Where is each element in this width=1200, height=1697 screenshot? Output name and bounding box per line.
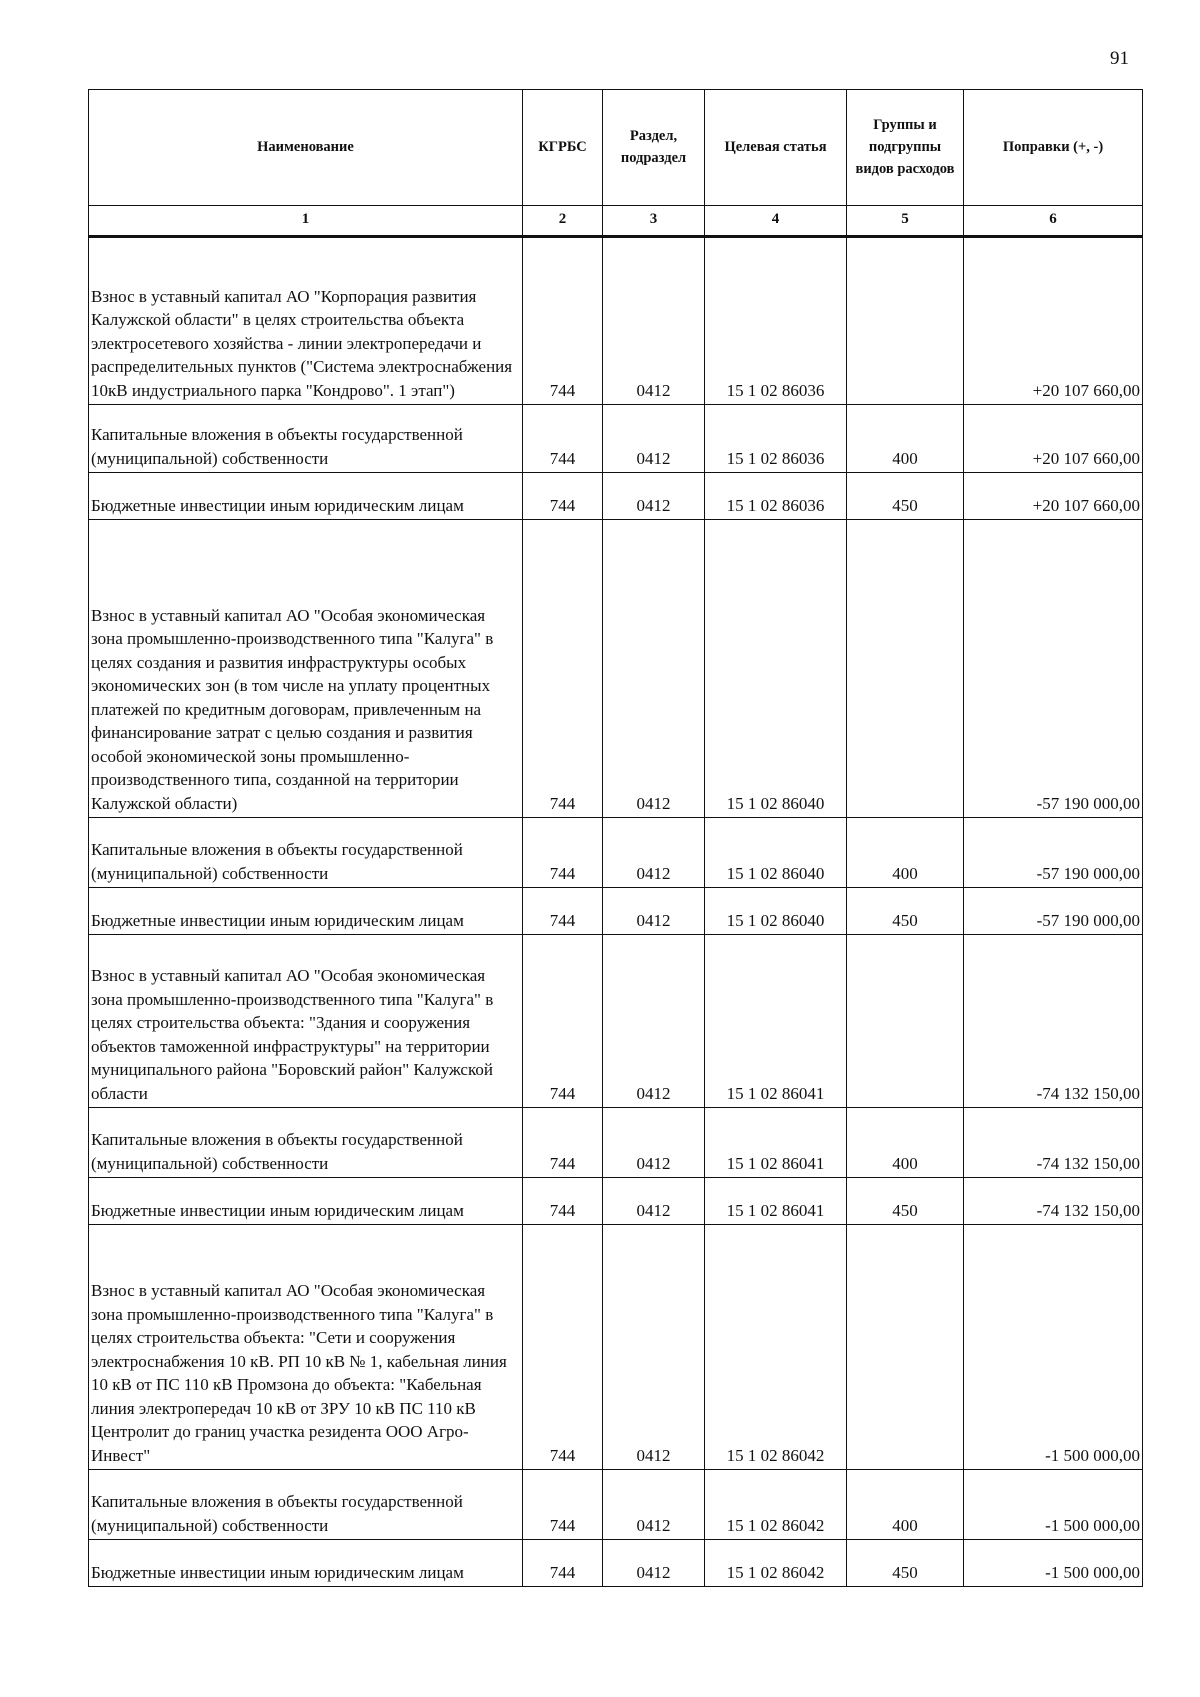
row-name: Взнос в уставный капитал АО "Корпорация развития Калужской области" в целях строительства объекта электросетевого хозяйства - линии электропередачи и распределительных пунктов ("Система электроснабжения 10кВ индустриального парка "Кондрово". 1 этап") bbox=[89, 237, 523, 405]
table-row bbox=[89, 237, 1143, 405]
row-amount: -74 132 150,00 bbox=[964, 1178, 1143, 1225]
page-number: 91 bbox=[1110, 48, 1129, 69]
row-kgrbs: 744 bbox=[523, 473, 603, 520]
row-group bbox=[847, 520, 964, 818]
header-name: Наименование bbox=[89, 90, 523, 206]
row-kgrbs: 744 bbox=[523, 405, 603, 473]
row-kgrbs: 744 bbox=[523, 237, 603, 405]
table-row bbox=[89, 1178, 1143, 1225]
column-number: 6 bbox=[964, 206, 1143, 237]
row-name: Капитальные вложения в объекты государственной (муниципальной) собственности bbox=[89, 1108, 523, 1178]
row-amount: -57 190 000,00 bbox=[964, 520, 1143, 818]
row-section: 0412 bbox=[603, 1470, 705, 1540]
row-target: 15 1 02 86036 bbox=[705, 237, 847, 405]
column-number: 4 bbox=[705, 206, 847, 237]
row-target: 15 1 02 86040 bbox=[705, 520, 847, 818]
table-row bbox=[89, 1540, 1143, 1587]
row-target: 15 1 02 86040 bbox=[705, 818, 847, 888]
column-number: 5 bbox=[847, 206, 964, 237]
row-section: 0412 bbox=[603, 1108, 705, 1178]
row-section: 0412 bbox=[603, 1540, 705, 1587]
row-section: 0412 bbox=[603, 405, 705, 473]
row-target: 15 1 02 86041 bbox=[705, 935, 847, 1108]
row-section: 0412 bbox=[603, 1178, 705, 1225]
row-target: 15 1 02 86036 bbox=[705, 405, 847, 473]
row-target: 15 1 02 86042 bbox=[705, 1470, 847, 1540]
row-group: 450 bbox=[847, 473, 964, 520]
row-kgrbs: 744 bbox=[523, 888, 603, 935]
row-section: 0412 bbox=[603, 520, 705, 818]
row-name: Взнос в уставный капитал АО "Особая экономическая зона промышленно-производственного типа "Калуга" в целях строительства объекта: "Здания и сооружения объектов таможенной инфраструктуры" на территории муниципального района "Боровский район" Калужской области bbox=[89, 935, 523, 1108]
row-group: 400 bbox=[847, 405, 964, 473]
row-group bbox=[847, 237, 964, 405]
row-name: Капитальные вложения в объекты государственной (муниципальной) собственности bbox=[89, 405, 523, 473]
row-group bbox=[847, 1225, 964, 1470]
header-kgrbs: КГРБС bbox=[523, 90, 603, 206]
row-target: 15 1 02 86042 bbox=[705, 1225, 847, 1470]
table-row bbox=[89, 1470, 1143, 1540]
row-kgrbs: 744 bbox=[523, 1470, 603, 1540]
row-section: 0412 bbox=[603, 237, 705, 405]
row-kgrbs: 744 bbox=[523, 1108, 603, 1178]
row-kgrbs: 744 bbox=[523, 818, 603, 888]
row-amount: -1 500 000,00 bbox=[964, 1470, 1143, 1540]
row-kgrbs: 744 bbox=[523, 1540, 603, 1587]
row-kgrbs: 744 bbox=[523, 520, 603, 818]
header-amendments: Поправки (+, -) bbox=[964, 90, 1143, 206]
row-name: Бюджетные инвестиции иным юридическим лицам bbox=[89, 1540, 523, 1587]
table-row bbox=[89, 473, 1143, 520]
row-group: 450 bbox=[847, 1178, 964, 1225]
row-name: Бюджетные инвестиции иным юридическим лицам bbox=[89, 473, 523, 520]
row-group: 400 bbox=[847, 1470, 964, 1540]
row-kgrbs: 744 bbox=[523, 1225, 603, 1470]
row-group: 450 bbox=[847, 888, 964, 935]
header-target: Целевая статья bbox=[705, 90, 847, 206]
row-group: 400 bbox=[847, 818, 964, 888]
table-row bbox=[89, 1108, 1143, 1178]
row-amount: +20 107 660,00 bbox=[964, 237, 1143, 405]
row-target: 15 1 02 86036 bbox=[705, 473, 847, 520]
row-name: Бюджетные инвестиции иным юридическим лицам bbox=[89, 888, 523, 935]
row-group: 450 bbox=[847, 1540, 964, 1587]
table-row bbox=[89, 888, 1143, 935]
column-number: 3 bbox=[603, 206, 705, 237]
row-amount: -1 500 000,00 bbox=[964, 1540, 1143, 1587]
table-row bbox=[89, 818, 1143, 888]
row-target: 15 1 02 86040 bbox=[705, 888, 847, 935]
row-target: 15 1 02 86042 bbox=[705, 1540, 847, 1587]
row-target: 15 1 02 86041 bbox=[705, 1178, 847, 1225]
row-amount: -1 500 000,00 bbox=[964, 1225, 1143, 1470]
row-amount: -57 190 000,00 bbox=[964, 818, 1143, 888]
row-amount: -57 190 000,00 bbox=[964, 888, 1143, 935]
row-name: Капитальные вложения в объекты государственной (муниципальной) собственности bbox=[89, 818, 523, 888]
column-number-row bbox=[89, 206, 1143, 237]
header-groups: Группы и подгруппы видов расходов bbox=[847, 90, 964, 206]
header-section: Раздел, подраздел bbox=[603, 90, 705, 206]
row-target: 15 1 02 86041 bbox=[705, 1108, 847, 1178]
row-amount: -74 132 150,00 bbox=[964, 1108, 1143, 1178]
row-kgrbs: 744 bbox=[523, 1178, 603, 1225]
row-name: Капитальные вложения в объекты государственной (муниципальной) собственности bbox=[89, 1470, 523, 1540]
table-header-row bbox=[89, 90, 1143, 206]
row-amount: +20 107 660,00 bbox=[964, 473, 1143, 520]
column-number: 1 bbox=[89, 206, 523, 237]
table-row bbox=[89, 935, 1143, 1108]
row-group bbox=[847, 935, 964, 1108]
row-section: 0412 bbox=[603, 1225, 705, 1470]
column-number: 2 bbox=[523, 206, 603, 237]
row-section: 0412 bbox=[603, 473, 705, 520]
row-name: Взнос в уставный капитал АО "Особая экономическая зона промышленно-производственного типа "Калуга" в целях строительства объекта: "Сети и сооружения электроснабжения 10 кВ. РП 10 кВ № 1, кабельная линия 10 кВ от ПС 110 кВ Промзона до объекта: "Кабельная линия электропередач 10 кВ от ЗРУ 10 кВ ПС 110 кВ Центролит до границ участка резидента ООО Агро-Инвест" bbox=[89, 1225, 523, 1470]
row-kgrbs: 744 bbox=[523, 935, 603, 1108]
row-section: 0412 bbox=[603, 888, 705, 935]
row-section: 0412 bbox=[603, 935, 705, 1108]
row-amount: +20 107 660,00 bbox=[964, 405, 1143, 473]
row-name: Взнос в уставный капитал АО "Особая экономическая зона промышленно-производственного типа "Калуга" в целях создания и развития инфраструктуры особых экономических зон (в том числе на уплату процентных платежей по кредитным договорам, привлеченным на финансирование затрат с целью создания и развития особой экономической зоны промышленно-производственного типа, созданной на территории Калужской области) bbox=[89, 520, 523, 818]
budget-table bbox=[88, 89, 1143, 1587]
table-row bbox=[89, 520, 1143, 818]
row-amount: -74 132 150,00 bbox=[964, 935, 1143, 1108]
row-section: 0412 bbox=[603, 818, 705, 888]
row-group: 400 bbox=[847, 1108, 964, 1178]
row-name: Бюджетные инвестиции иным юридическим лицам bbox=[89, 1178, 523, 1225]
table-row bbox=[89, 405, 1143, 473]
table-row bbox=[89, 1225, 1143, 1470]
